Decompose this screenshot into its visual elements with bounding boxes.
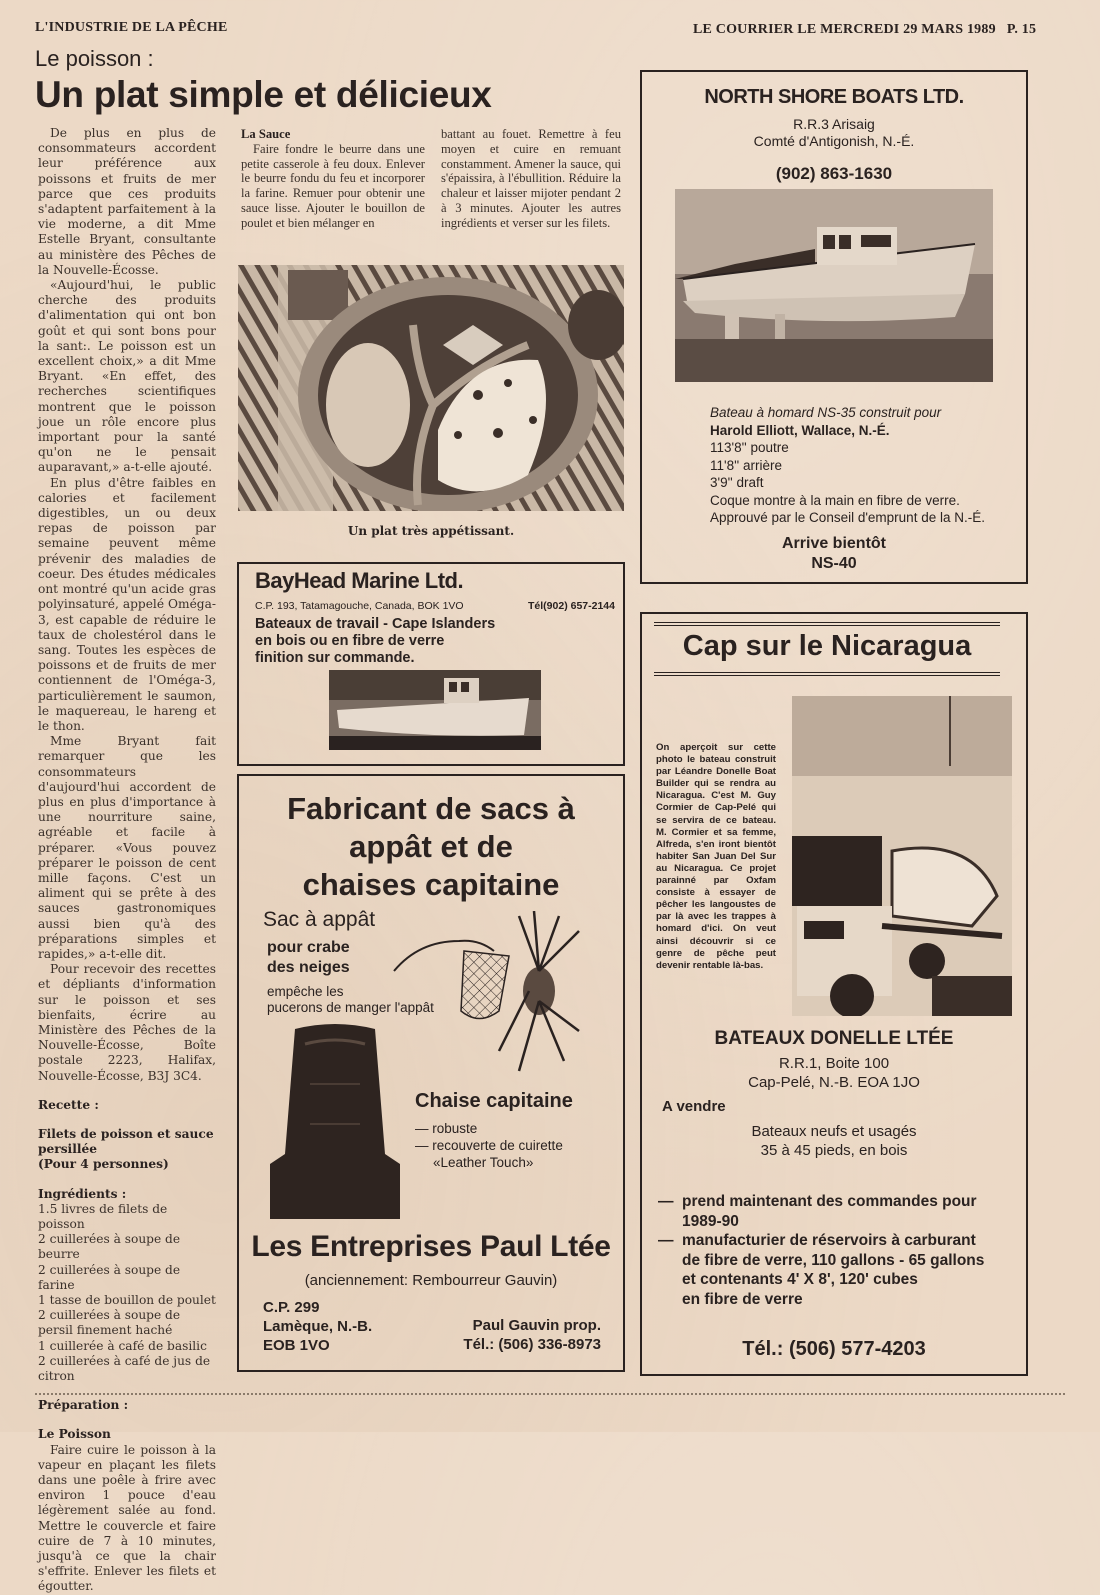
- headline-line: Fabricant de sacs à: [287, 791, 575, 826]
- sac-title: Sac à appât: [263, 908, 376, 931]
- spec-item: Coque montre à la main en fibre de verre.: [710, 492, 960, 508]
- poisson-text: Faire cuire le poisson à la vapeur en plaçant les filets dans une poêle à frire avec environ 1 pouce d'eau légèrement salée au fond. Mettre le couvercle et faire cuire de 7 à 10 minutes, jusqu'à ce que la chair s'effrite. Enlever les filets et égoutter.: [38, 1442, 216, 1594]
- desc-line: Bateaux de travail - Cape Islanders: [255, 616, 496, 632]
- chair-title: Chaise capitaine: [415, 1090, 573, 1112]
- boat-photo: [329, 670, 541, 750]
- ingredient-item: 1 cuillerée à café de basilic: [38, 1338, 207, 1353]
- ad-description: [255, 616, 495, 667]
- page-bottom-rule: [35, 1393, 1065, 1399]
- ad-phone: Tél(902) 657-2144: [528, 600, 615, 612]
- company-phone: Tél.: (506) 577-4203: [742, 1338, 926, 1360]
- sauce-text-b: battant au fouet. Remettre à feu moyen et cuire en remuant constamment. Amener la sauce, qui s'épaissira, à l'ébullition. Réduire la chaleur et laisser mijoter pendant 2 à 3 minutes. Ajouter les autres ingrédients et verser sur les filets.: [441, 127, 621, 230]
- sauce-label: La Sauce: [241, 127, 291, 141]
- ingredient-item: 1 tasse de bouillon de poulet: [38, 1293, 216, 1308]
- sac-sub-line: des neiges: [267, 959, 350, 976]
- date-line: LE COURRIER LE MERCREDI 29 MARS 1989: [693, 22, 996, 37]
- service-line: de fibre de verre, 110 gallons - 65 gallons: [682, 1251, 985, 1269]
- chair-feature: — robuste: [415, 1121, 478, 1136]
- boat-transport-photo: [792, 696, 1012, 1016]
- ad-address: C.P. 193, Tatamagouche, Canada, BOK 1VO: [255, 600, 464, 612]
- ad-north-shore-boats: [640, 70, 1028, 584]
- sale-line: Bateaux neufs et usagés: [751, 1123, 917, 1140]
- paragraph: Pour recevoir des recettes et dépliants d'information sur le poisson et ses bienfaits, écrire au Ministère des Pêches de la Nouvelle-Écosse, Boîte postale 2223, Halifax, Nouvelle-Écosse, B3J 3C4.: [38, 962, 216, 1083]
- company-name: Les Entreprises Paul Ltée: [251, 1230, 611, 1263]
- ingredient-item: 2 cuillerées à café de jus de citron: [38, 1353, 211, 1384]
- sauce-column-b: [441, 127, 621, 231]
- chair-feature: «Leather Touch»: [433, 1155, 534, 1170]
- owner: Paul Gauvin prop.: [472, 1317, 601, 1334]
- photo-caption: On aperçoit sur cette photo le bateau construit par Léandre Donelle Boat Builder qui se rendra au Nicaragua. C'est M. Guy Cormier de Cap-Pelé qui se servira de ce bateau. M. Cormier et sa femme, Alfreda, s'en iront bientôt habiter San Juan Del Sur au Nicaragua. Ce projet parainné par Oxfam consiste à essayer de pêcher les langoustes de par là avec les trappes à homard d'ici. On veut ainsi découvrir si ce genre de pêche peut devenir rentable là-bas.: [656, 742, 776, 971]
- company-address: [263, 1298, 372, 1355]
- address-line: Lamèque, N.-B.: [263, 1318, 373, 1335]
- coming-soon: [642, 534, 1026, 574]
- sac-sub-line: pour crabe: [267, 939, 350, 956]
- ad-title: Cap sur le Nicaragua: [682, 630, 972, 662]
- sauce-column-a: [241, 127, 425, 231]
- photo-caption: Un plat très appétissant.: [347, 524, 515, 538]
- service-line: 1989-90: [682, 1212, 739, 1230]
- ingredient-item: 1.5 livres de filets de poisson: [38, 1201, 168, 1232]
- ad-phone: (902) 863-1630: [775, 164, 893, 183]
- boat-photo: [675, 189, 993, 382]
- service-line: en fibre de verre: [682, 1290, 803, 1308]
- section-title: L'INDUSTRIE DE LA PÊCHE: [35, 20, 228, 35]
- address-line: C.P. 299: [263, 1299, 320, 1316]
- article-headline: Un plat simple et délicieux: [35, 74, 492, 115]
- desc-line: finition sur commande.: [255, 650, 415, 666]
- sac-desc-line: pucerons de manger l'appât: [267, 1000, 434, 1015]
- title-rule-bottom: [654, 672, 1000, 676]
- service-line: et contenants 4' X 8', 120' cubes: [682, 1271, 918, 1288]
- article-column-1: [38, 126, 216, 1595]
- address-line: EOB 1VO: [263, 1337, 330, 1354]
- boat-caption: [710, 404, 985, 527]
- crab-bait-bag-illustration: [389, 911, 589, 1081]
- headline-line: chaises capitaine: [302, 867, 560, 902]
- spec-item: Approuvé par le Conseil d'emprunt de la N.-É.: [710, 510, 985, 525]
- sac-subtitle: [267, 938, 350, 978]
- newspaper-date: [693, 22, 1036, 38]
- paragraph: En plus d'être faibles en calories et facilement digestibles, un ou deux repas de poisson par semaine peuvent même prévenir des maladies de coeur. Des études médicales ont montré qu'un acide gras polyinsaturé, appelé Oméga-3, est capable de réduire le taux de cholestérol dans le sang. Toutes les espèces de poissons et de fruits de mer contiennent de l'Oméga-3, particulièrement le saumon, le maquereau, le hareng et le thon.: [38, 475, 216, 733]
- ad-company-name: NORTH SHORE BOATS LTD.: [704, 86, 964, 108]
- article-kicker: Le poisson :: [35, 46, 154, 71]
- recipe-title: Filets de poisson et sauce persillée: [38, 1127, 214, 1157]
- spec-item: 113'8'' poutre: [710, 440, 789, 455]
- phone: Tél.: (506) 336-8973: [463, 1336, 601, 1353]
- paragraph: De plus en plus de consommateurs accordent leur préférence aux poissons et fruits de mer parce que ces produits s'adaptent parfaitement à la vie moderne, a dit Mme Estelle Bryant, consultante au ministère des Pêches de la Nouvelle-Écosse.: [38, 126, 216, 277]
- ingredient-item: 2 cuillerées à soupe de beurre: [38, 1232, 181, 1262]
- for-sale-label: A vendre: [662, 1098, 726, 1115]
- food-photo: [238, 265, 624, 511]
- poisson-label: Le Poisson: [38, 1427, 111, 1442]
- ad-address: [642, 116, 1026, 150]
- chair-features: [415, 1120, 563, 1171]
- paragraph: Mme Bryant fait remarquer que les consommateurs d'aujourd'hui accordent de plus en plus d'importance à une nourriture saine, agréable et facile à préparer. «Vous pouvez préparer le poisson de cent mille façons. C'est un aliment qui se prête à des sauces gastronomiques aussi bien qu'à des préparations simples et rapides,» a-t-elle dit.: [38, 734, 216, 961]
- address-line: Comté d'Antigonish, N.-É.: [753, 133, 915, 149]
- ad-company-name: BayHead Marine Ltd.: [255, 568, 464, 593]
- headline-line: appât et de: [349, 829, 513, 864]
- ad-bateaux-donelle: [640, 612, 1028, 1376]
- ad-bayhead-marine: [237, 562, 625, 766]
- preparation-label: Préparation :: [38, 1398, 129, 1413]
- company-contact: [463, 1316, 601, 1354]
- paragraph: «Aujourd'hui, le public cherche des produits d'alimentation qui ont bon goût et qui sont bons pour la sant:. Le poisson est un excellent choix,» a dit Mme Bryant. «En effet, des recherches scientifiques montrent que le poisson joue un rôle encore plus important pour la santé qu'on ne le pensait auparavant,» a-t-elle ajouté.: [38, 278, 216, 475]
- address-line: Cap-Pelé, N.-B. EOA 1JO: [748, 1074, 920, 1091]
- caption-italic: Bateau à homard NS-35 construit pour: [710, 405, 942, 420]
- spec-item: 11'8'' arrière: [710, 457, 783, 473]
- for-sale-details: [642, 1122, 1026, 1160]
- desc-line: en bois ou en fibre de verre: [255, 633, 445, 649]
- ad-headline: [239, 790, 623, 904]
- coming-soon-line: Arrive bientôt: [781, 535, 886, 552]
- company-formerly: (anciennement: Rembourreur Gauvin): [304, 1272, 558, 1289]
- spec-item: 3'9'' draft: [710, 475, 764, 490]
- sauce-text-a: Faire fondre le beurre dans une petite casserole à feu doux. Enlever le beurre fondu du feu et incorporer la farine. Remuer pour obtenir une sauce lisse. Ajouter le bouillon de poulet et bien mélanger en: [241, 141, 425, 230]
- caption-bold: Harold Elliott, Wallace, N.-É.: [710, 422, 890, 438]
- company-name: BATEAUX DONELLE LTÉE: [714, 1028, 954, 1049]
- ingredient-item: 2 cuillerées à soupe de persil finement haché: [38, 1308, 181, 1338]
- address-line: R.R.3 Arisaig: [793, 116, 875, 132]
- service-item: — prend maintenant des commandes pour: [658, 1193, 977, 1210]
- ingredient-item: 2 cuillerées à soupe de farine: [38, 1262, 181, 1292]
- service-item: — manufacturier de réservoirs à carburant: [658, 1232, 976, 1249]
- company-address: [642, 1054, 1026, 1092]
- sale-line: 35 à 45 pieds, en bois: [760, 1142, 908, 1159]
- coming-soon-model: NS-40: [811, 555, 857, 572]
- recipe-label: Recette :: [38, 1097, 99, 1112]
- services-list: [658, 1192, 984, 1309]
- address-line: R.R.1, Boite 100: [778, 1055, 890, 1072]
- page-number: P. 15: [1006, 22, 1037, 37]
- title-rule-top: [654, 622, 1000, 626]
- chair-feature: — recouverte de cuirette: [415, 1138, 563, 1153]
- recipe-serves: (Pour 4 personnes): [38, 1157, 169, 1172]
- ingredients-label: Ingrédients :: [38, 1186, 127, 1201]
- captain-chair-photo: [265, 1024, 405, 1224]
- ad-entreprises-paul: [237, 774, 625, 1372]
- sac-desc-line: empêche les: [267, 984, 344, 999]
